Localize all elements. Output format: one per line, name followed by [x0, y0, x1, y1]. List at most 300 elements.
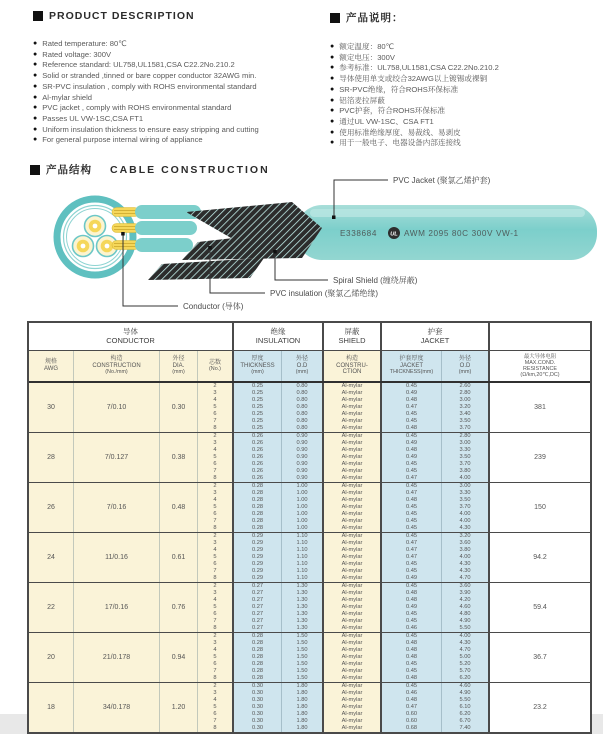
- table-row-awg-18: [29, 682, 590, 732]
- cell-line: Al-mylar: [341, 618, 363, 624]
- cell-line: 7: [213, 568, 217, 574]
- cell-shield: [324, 583, 382, 632]
- cell-line: 3.00: [459, 440, 471, 446]
- cell-line: 3: [213, 440, 217, 446]
- cell-construction: 34/0.178: [74, 683, 160, 732]
- cell-line: Al-mylar: [341, 440, 363, 446]
- jacket-print: [340, 227, 519, 239]
- spec-table: [27, 321, 592, 734]
- product-notes-cn-title: [330, 10, 598, 25]
- cell-line: 8: [213, 675, 217, 681]
- bullet-text: Rated temperature: 80℃: [42, 39, 127, 48]
- cell-line: 3.20: [459, 533, 471, 539]
- cell-line: 1.10: [296, 575, 308, 581]
- cell-line: Al-mylar: [341, 597, 363, 603]
- cell-line: 1.00: [296, 525, 308, 531]
- bullet-icon: ●: [33, 82, 38, 90]
- cell-line: 0.26: [251, 440, 264, 446]
- group-shield: 屏蔽 SHIELD: [324, 323, 382, 350]
- cell-line: 1.00: [296, 518, 308, 524]
- cell-resistance: 150: [490, 483, 590, 532]
- cell-line: Al-mylar: [341, 390, 363, 396]
- bullet-icon: ●: [330, 85, 335, 93]
- cell-resistance: 36.7: [490, 633, 590, 682]
- cell-line: 5.70: [459, 668, 471, 674]
- cell-line: Al-mylar: [341, 454, 363, 460]
- cell-line: 1.10: [296, 547, 308, 553]
- cell-line: Al-mylar: [341, 661, 363, 667]
- cell-line: 3.40: [459, 411, 471, 417]
- product-notes-cn-section: [330, 10, 598, 149]
- cell-line: 0.45: [405, 583, 418, 589]
- cell-line: 1.50: [296, 668, 308, 674]
- cell-line: 0.26: [251, 461, 264, 467]
- cell-cores: [198, 433, 234, 482]
- cell-line: 1.10: [296, 554, 308, 560]
- cell-line: Al-mylar: [341, 675, 363, 681]
- cell-line: 6: [213, 411, 217, 417]
- cell-line: 1.80: [296, 725, 308, 731]
- cell-line: 0.80: [296, 397, 308, 403]
- cell-line: Al-mylar: [341, 718, 363, 724]
- cell-jk_od: [442, 583, 490, 632]
- group-insulation: 绝缘 INSULATION: [234, 323, 324, 350]
- cell-line: Al-mylar: [341, 625, 363, 631]
- cell-line: 0.80: [296, 411, 308, 417]
- cell-line: 5: [213, 654, 217, 660]
- cell-line: 0.28: [251, 633, 264, 639]
- cell-dia: 0.94: [160, 633, 198, 682]
- cell-line: 2: [213, 483, 217, 489]
- bullet-text: PVC jacket , comply with ROHS environmental standard: [42, 103, 232, 113]
- bullet-icon: ●: [33, 114, 38, 122]
- cell-ins_thickness: [234, 433, 282, 482]
- cell-line: 7: [213, 518, 217, 524]
- header-dia: 外径 DIA. (mm): [160, 351, 198, 381]
- cell-line: Al-mylar: [341, 483, 363, 489]
- bullet-text: Rated voltage: 300V: [42, 49, 112, 59]
- cell-line: 0.47: [405, 404, 418, 410]
- cell-line: Al-mylar: [341, 590, 363, 596]
- cell-line: 0.28: [251, 654, 264, 660]
- cell-line: 5: [213, 504, 217, 510]
- group-resistance-spacer: [490, 323, 590, 350]
- cell-shield: [324, 383, 382, 432]
- cell-resistance: 381: [490, 383, 590, 432]
- cell-line: 3.00: [459, 397, 471, 403]
- header-shield-construction: 构造 CONSTRU- CTION: [324, 351, 382, 381]
- cell-line: 0.29: [251, 533, 264, 539]
- cell-line: 0.28: [251, 661, 264, 667]
- cell-line: 8: [213, 475, 217, 481]
- cell-construction: 11/0.16: [74, 533, 160, 582]
- cell-line: 0.48: [405, 697, 418, 703]
- cell-line: 0.90: [296, 468, 308, 474]
- cell-jk_thickness: [382, 583, 442, 632]
- cell-line: 4.20: [459, 597, 471, 603]
- cell-line: 4: [213, 597, 217, 603]
- cell-ins_thickness: [234, 683, 282, 732]
- cell-jk_od: [442, 533, 490, 582]
- cell-line: 0.27: [251, 611, 264, 617]
- cell-jk_thickness: [382, 683, 442, 732]
- cell-jk_thickness: [382, 533, 442, 582]
- table-row-awg-20: [29, 632, 590, 682]
- cell-line: 1.80: [296, 718, 308, 724]
- cell-line: 0.25: [251, 411, 264, 417]
- cell-line: 7.40: [459, 725, 471, 731]
- cell-line: 0.28: [251, 518, 264, 524]
- cell-line: Al-mylar: [341, 411, 363, 417]
- cell-line: Al-mylar: [341, 533, 363, 539]
- cell-line: 2: [213, 533, 217, 539]
- bullet-icon: ●: [33, 104, 38, 112]
- cell-line: Al-mylar: [341, 418, 363, 424]
- cell-line: 0.45: [405, 483, 418, 489]
- cell-cores: [198, 583, 234, 632]
- cell-line: 0.49: [405, 440, 418, 446]
- product-notes-cn-title-text: 产品说明：: [346, 12, 404, 24]
- cell-line: 0.90: [296, 461, 308, 467]
- cell-awg: 26: [29, 483, 74, 532]
- cell-line: 0.48: [405, 654, 418, 660]
- cell-line: 4: [213, 697, 217, 703]
- bullet-icon: ●: [33, 125, 38, 133]
- cell-ins_od: [282, 583, 324, 632]
- cell-line: 4.30: [459, 561, 471, 567]
- bullet-icon: ●: [330, 43, 335, 50]
- cell-line: 1.30: [296, 618, 308, 624]
- bullet-text: Uniform insulation thickness to ensure easy stripping and cutting: [42, 124, 259, 134]
- cell-line: 8: [213, 725, 217, 731]
- bullet-icon: ●: [330, 107, 335, 115]
- cell-line: Al-mylar: [341, 404, 363, 410]
- cell-line: 0.30: [251, 718, 264, 724]
- cell-line: 8: [213, 625, 217, 631]
- cell-line: 0.26: [251, 433, 264, 439]
- header-ins-od: 外径 O.D (mm): [282, 351, 324, 381]
- cell-line: Al-mylar: [341, 497, 363, 503]
- cell-line: 4.00: [459, 511, 471, 517]
- cell-line: 0.90: [296, 433, 308, 439]
- table-row-awg-30: [29, 383, 590, 432]
- cell-line: 0.30: [251, 683, 264, 689]
- bullet-icon: ●: [33, 50, 38, 58]
- cell-line: 0.80: [296, 404, 308, 410]
- bullet-icon: ●: [33, 93, 38, 101]
- cell-line: 4.90: [459, 690, 471, 696]
- cell-line: 0.45: [405, 611, 418, 617]
- cell-ins_thickness: [234, 533, 282, 582]
- cell-line: 8: [213, 425, 217, 431]
- cell-line: 0.25: [251, 418, 264, 424]
- cell-line: 0.45: [405, 661, 418, 667]
- cell-line: 0.28: [251, 497, 264, 503]
- cell-line: 0.27: [251, 618, 264, 624]
- cell-line: 1.30: [296, 611, 308, 617]
- cell-line: 4: [213, 547, 217, 553]
- cell-line: 0.30: [251, 704, 264, 710]
- cell-awg: 30: [29, 383, 74, 432]
- cell-jk_od: [442, 683, 490, 732]
- cell-line: 1.50: [296, 640, 308, 646]
- cell-line: Al-mylar: [341, 647, 363, 653]
- cell-construction: 7/0.16: [74, 483, 160, 532]
- cell-ins_od: [282, 533, 324, 582]
- cell-construction: 17/0.16: [74, 583, 160, 632]
- label-pvc-insulation: PVC insulation (聚氯乙烯绝缘): [270, 289, 379, 298]
- cell-line: 6: [213, 711, 217, 717]
- cell-line: 0.45: [405, 383, 418, 389]
- cell-line: 1.50: [296, 647, 308, 653]
- cell-line: 4.00: [459, 475, 471, 481]
- header-jacket-thickness: 护套厚度 JACKET THICKNESS(mm): [382, 351, 442, 381]
- product-description-section: [33, 10, 333, 146]
- cell-line: Al-mylar: [341, 725, 363, 731]
- cell-line: 0.28: [251, 647, 264, 653]
- cell-line: Al-mylar: [341, 518, 363, 524]
- cell-line: 0.30: [251, 725, 264, 731]
- cell-line: 1.10: [296, 568, 308, 574]
- cell-ins_od: [282, 633, 324, 682]
- cell-line: 0.90: [296, 454, 308, 460]
- cell-line: 6.70: [459, 718, 471, 724]
- cell-line: 3.60: [459, 540, 471, 546]
- cell-line: 0.28: [251, 675, 264, 681]
- bullet-icon: ●: [330, 64, 335, 72]
- bullet-icon: ●: [330, 128, 335, 136]
- cell-line: 0.45: [405, 533, 418, 539]
- bullet-text: 导体使用单支或绞合32AWG以上镀锡或裸铜: [339, 74, 488, 84]
- description-cn-bullet: [330, 117, 598, 128]
- cell-line: 3.20: [459, 404, 471, 410]
- description-cn-bullet: [330, 53, 598, 64]
- label-spiral-shield: Spiral Shield (缠绕屏蔽): [333, 276, 418, 285]
- cell-line: Al-mylar: [341, 397, 363, 403]
- cell-cores: [198, 483, 234, 532]
- cell-jk_thickness: [382, 433, 442, 482]
- header-construction: 构造 CONSTRUCTION (No./mm): [74, 351, 160, 381]
- cell-line: 0.45: [405, 561, 418, 567]
- cell-line: Al-mylar: [341, 447, 363, 453]
- cell-line: 5: [213, 704, 217, 710]
- construction-title-cn: 产品结构: [46, 164, 92, 176]
- cell-line: 3.30: [459, 447, 471, 453]
- cell-line: 3.80: [459, 468, 471, 474]
- bullet-text: Reference standard: UL758,UL1581,CSA C22.2No.210.2: [42, 60, 235, 70]
- description-bullet: [33, 71, 333, 82]
- cell-line: 5: [213, 404, 217, 410]
- cell-line: Al-mylar: [341, 611, 363, 617]
- cell-jk_od: [442, 433, 490, 482]
- cell-line: 0.45: [405, 468, 418, 474]
- cell-line: Al-mylar: [341, 547, 363, 553]
- cell-jk_od: [442, 483, 490, 532]
- table-group-header-row: [29, 323, 590, 351]
- cell-line: 5.50: [459, 625, 471, 631]
- cell-line: 0.30: [251, 690, 264, 696]
- cell-line: Al-mylar: [341, 383, 363, 389]
- cell-line: Al-mylar: [341, 711, 363, 717]
- cell-line: 1.80: [296, 711, 308, 717]
- cell-line: Al-mylar: [341, 583, 363, 589]
- cell-line: 0.49: [405, 454, 418, 460]
- bullet-text: SR-PVC insulation , comply with ROHS environmental standard: [42, 81, 257, 91]
- cell-line: Al-mylar: [341, 668, 363, 674]
- cell-line: 0.45: [405, 511, 418, 517]
- cell-line: 1.10: [296, 533, 308, 539]
- cell-line: 1.00: [296, 511, 308, 517]
- cell-line: 0.90: [296, 475, 308, 481]
- cell-line: 1.30: [296, 625, 308, 631]
- cell-line: 6: [213, 561, 217, 567]
- cell-line: Al-mylar: [341, 683, 363, 689]
- cell-line: 3.60: [459, 583, 471, 589]
- cell-line: 0.26: [251, 475, 264, 481]
- bullet-text: 铝箔麦拉屏蔽: [339, 95, 385, 105]
- cell-line: 5.50: [459, 697, 471, 703]
- bullet-text: 额定电压：300V: [339, 52, 395, 62]
- cell-line: 0.27: [251, 597, 264, 603]
- bullet-icon: ●: [33, 72, 38, 80]
- cell-line: 1.50: [296, 654, 308, 660]
- cell-line: 3.00: [459, 483, 471, 489]
- cell-line: 0.28: [251, 504, 264, 510]
- cell-line: 6: [213, 611, 217, 617]
- cell-line: 0.27: [251, 583, 264, 589]
- cell-line: 4.30: [459, 640, 471, 646]
- cell-ins_thickness: [234, 383, 282, 432]
- cell-line: 0.47: [405, 547, 418, 553]
- cell-line: Al-mylar: [341, 633, 363, 639]
- cell-shield: [324, 683, 382, 732]
- cell-line: 3.50: [459, 454, 471, 460]
- cell-line: 0.48: [405, 425, 418, 431]
- cell-line: 3.70: [459, 504, 471, 510]
- cell-line: 2: [213, 583, 217, 589]
- product-description-title-text: PRODUCT DESCRIPTION: [49, 10, 195, 22]
- cell-line: 1.50: [296, 661, 308, 667]
- description-cn-bullet: [330, 63, 598, 74]
- cell-line: 0.68: [405, 725, 418, 731]
- product-description-title: [33, 10, 333, 22]
- cell-line: 8: [213, 575, 217, 581]
- cell-jk_od: [442, 633, 490, 682]
- cell-line: 0.90: [296, 440, 308, 446]
- cell-line: 4: [213, 397, 217, 403]
- cell-line: 0.47: [405, 490, 418, 496]
- cell-line: Al-mylar: [341, 640, 363, 646]
- cell-line: 0.46: [405, 625, 418, 631]
- cell-line: 0.25: [251, 425, 264, 431]
- cell-line: 6.20: [459, 711, 471, 717]
- cell-dia: 1.20: [160, 683, 198, 732]
- cell-line: 7: [213, 418, 217, 424]
- bullet-text: SR-PVC绝缘，符合ROHS环保标准: [339, 84, 459, 94]
- cell-line: 4.60: [459, 683, 471, 689]
- cell-line: 0.28: [251, 483, 264, 489]
- cell-line: 0.48: [405, 497, 418, 503]
- cell-line: 0.49: [405, 390, 418, 396]
- description-bullet: [33, 114, 333, 125]
- cell-line: 0.48: [405, 675, 418, 681]
- cell-line: 0.25: [251, 383, 264, 389]
- bullet-icon: ●: [330, 75, 335, 83]
- cell-shield: [324, 483, 382, 532]
- cell-line: 6: [213, 511, 217, 517]
- cell-line: 2: [213, 433, 217, 439]
- cell-line: Al-mylar: [341, 561, 363, 567]
- cell-line: 5: [213, 604, 217, 610]
- cell-line: 0.27: [251, 604, 264, 610]
- description-cn-bullet: [330, 128, 598, 139]
- bullet-text: 使用标准绝缘厚度、易裁线、易剥皮: [339, 127, 461, 137]
- cell-line: 1.80: [296, 697, 308, 703]
- description-bullet: [33, 93, 333, 104]
- table-row-awg-22: [29, 582, 590, 632]
- bullet-icon: ●: [330, 139, 335, 147]
- cell-line: 0.80: [296, 425, 308, 431]
- bullet-icon: ●: [330, 117, 335, 125]
- cell-line: 0.28: [251, 511, 264, 517]
- cell-line: 4.90: [459, 618, 471, 624]
- table-body: [29, 383, 590, 732]
- cell-ins_thickness: [234, 583, 282, 632]
- description-cn-bullet: [330, 85, 598, 96]
- cell-line: 4.30: [459, 568, 471, 574]
- cell-line: 3: [213, 690, 217, 696]
- cell-line: 0.48: [405, 590, 418, 596]
- cell-line: 0.45: [405, 683, 418, 689]
- cell-ins_od: [282, 483, 324, 532]
- cell-line: 5.20: [459, 661, 471, 667]
- cell-line: 0.45: [405, 633, 418, 639]
- description-bullet: [33, 103, 333, 114]
- cell-cores: [198, 633, 234, 682]
- cell-resistance: 59.4: [490, 583, 590, 632]
- cell-line: 2: [213, 683, 217, 689]
- cell-line: 0.80: [296, 418, 308, 424]
- cell-line: 1.50: [296, 633, 308, 639]
- cell-line: Al-mylar: [341, 475, 363, 481]
- cell-line: 0.29: [251, 554, 264, 560]
- cell-line: 0.49: [405, 575, 418, 581]
- construction-title-en: CABLE CONSTRUCTION: [110, 163, 270, 176]
- core-top: [85, 216, 106, 237]
- cell-line: Al-mylar: [341, 554, 363, 560]
- table-subheader-row: [29, 351, 590, 383]
- table-row-awg-24: [29, 532, 590, 582]
- bullet-icon: ●: [33, 40, 38, 47]
- cell-resistance: 239: [490, 433, 590, 482]
- cable-construction-diagram: [0, 172, 603, 318]
- cell-line: 1.30: [296, 597, 308, 603]
- cell-line: 2.80: [459, 433, 471, 439]
- cell-line: 3: [213, 590, 217, 596]
- cell-line: 1.00: [296, 497, 308, 503]
- cell-awg: 24: [29, 533, 74, 582]
- cell-ins_thickness: [234, 633, 282, 682]
- svg-text:UL: UL: [390, 231, 398, 238]
- cell-line: 0.28: [251, 668, 264, 674]
- cell-line: 1.30: [296, 590, 308, 596]
- cell-line: 0.90: [296, 447, 308, 453]
- cell-line: 1.80: [296, 690, 308, 696]
- cell-line: 0.45: [405, 411, 418, 417]
- bullet-icon: ●: [330, 53, 335, 61]
- cell-line: 3.50: [459, 497, 471, 503]
- cell-line: 4.00: [459, 518, 471, 524]
